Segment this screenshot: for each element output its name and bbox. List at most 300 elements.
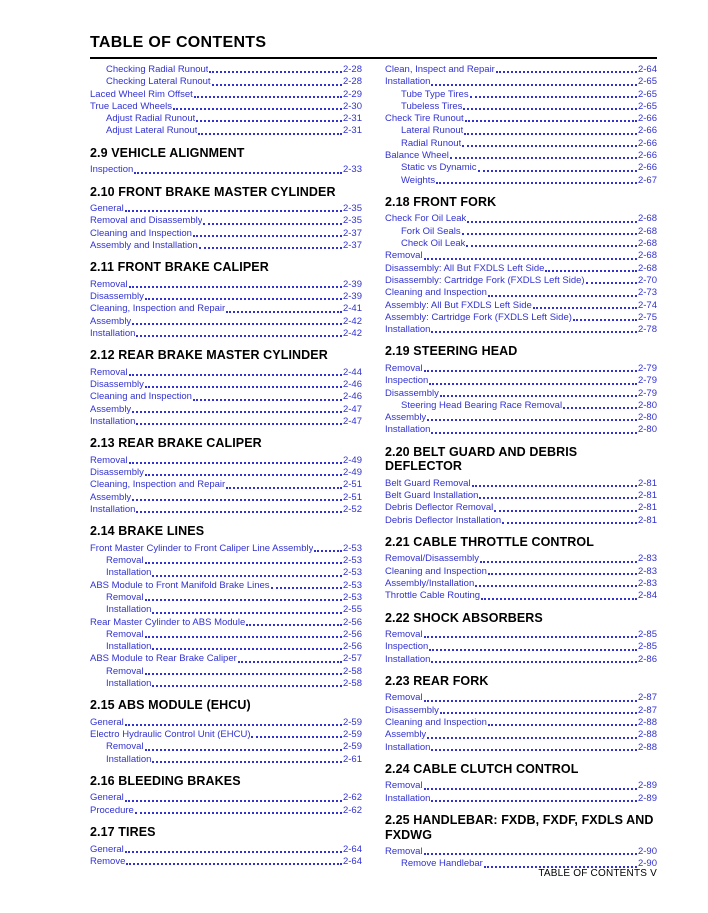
toc-entry-page: 2-89 xyxy=(637,792,657,804)
toc-entry-page: 2-81 xyxy=(637,490,657,502)
leader-dots xyxy=(424,853,637,855)
toc-entry-page: 2-28 xyxy=(342,76,362,88)
leader-dots xyxy=(125,724,342,726)
leader-dots xyxy=(481,598,637,600)
leader-dots xyxy=(226,311,342,313)
toc-entry[interactable] xyxy=(385,275,657,287)
toc-entry[interactable] xyxy=(90,303,362,315)
toc-entry[interactable] xyxy=(385,125,657,137)
toc-entry-label: Installation xyxy=(90,415,136,427)
toc-entry-label: Removal xyxy=(90,366,128,378)
toc-entry[interactable] xyxy=(90,279,362,291)
toc-entry[interactable] xyxy=(90,543,362,555)
toc-entry[interactable] xyxy=(90,641,362,653)
toc-entry-label: Steering Head Bearing Race Removal xyxy=(401,399,563,411)
toc-entry[interactable] xyxy=(385,590,657,602)
toc-entry[interactable] xyxy=(90,316,362,328)
toc-entry-page: 2-41 xyxy=(342,303,362,315)
leader-dots xyxy=(424,788,637,790)
toc-entry-page: 2-68 xyxy=(637,213,657,225)
toc-entry-label: Cleaning and Inspection xyxy=(385,287,487,299)
toc-entry-page: 2-47 xyxy=(342,403,362,415)
toc-entry-label: Cleaning and Inspection xyxy=(385,565,487,577)
toc-entry-page: 2-88 xyxy=(637,729,657,741)
toc-entry-label: Installation xyxy=(90,503,136,515)
toc-entry-page: 2-53 xyxy=(342,567,362,579)
toc-entry[interactable] xyxy=(385,64,657,76)
leader-dots xyxy=(203,223,342,225)
toc-entry[interactable] xyxy=(385,150,657,162)
toc-entry-page: 2-65 xyxy=(637,76,657,88)
leader-dots xyxy=(125,210,342,212)
toc-entry[interactable] xyxy=(385,717,657,729)
toc-entry-label: Removal xyxy=(385,692,423,704)
toc-entry-label: Check Oil Leak xyxy=(401,238,466,250)
toc-entry-label: Assembly xyxy=(90,315,132,327)
toc-entry[interactable] xyxy=(385,553,657,565)
toc-entry[interactable] xyxy=(385,793,657,805)
toc-entry-label: Removal/Disassembly xyxy=(385,553,479,565)
toc-entry[interactable] xyxy=(385,213,657,225)
leader-dots xyxy=(431,331,637,333)
toc-section xyxy=(90,524,362,690)
section-heading: 2.14 BRAKE LINES xyxy=(90,524,205,539)
toc-entry[interactable] xyxy=(90,844,362,856)
toc-entry-page: 2-53 xyxy=(342,555,362,567)
leader-dots xyxy=(145,673,342,675)
leader-dots xyxy=(479,497,637,499)
toc-entry-label: General xyxy=(90,843,124,855)
toc-entry-page: 2-75 xyxy=(637,311,657,323)
section-heading: 2.22 SHOCK ABSORBERS xyxy=(385,610,543,625)
leader-dots xyxy=(502,522,637,524)
toc-entry[interactable] xyxy=(385,263,657,275)
toc-entry-label: Assembly: All But FXDLS Left Side xyxy=(385,299,532,311)
toc-entry-label: Disassembly xyxy=(385,387,439,399)
toc-section xyxy=(90,64,362,138)
toc-entry[interactable] xyxy=(90,240,362,252)
toc-entry[interactable] xyxy=(90,492,362,504)
toc-section xyxy=(90,348,362,428)
toc-entry-label: Installation xyxy=(385,741,431,753)
leader-dots xyxy=(470,96,637,98)
toc-entry[interactable] xyxy=(385,578,657,590)
leader-dots xyxy=(145,749,342,751)
toc-entry[interactable] xyxy=(385,424,657,436)
toc-entry-page: 2-65 xyxy=(637,100,657,112)
toc-entry[interactable] xyxy=(385,629,657,641)
leader-dots xyxy=(462,233,637,235)
toc-entry[interactable] xyxy=(90,215,362,227)
toc-entry[interactable] xyxy=(90,592,362,604)
leader-dots xyxy=(132,323,342,325)
toc-section xyxy=(90,146,362,177)
leader-dots xyxy=(152,648,342,650)
toc-entry[interactable] xyxy=(385,76,657,88)
toc-entry-label: General xyxy=(90,792,124,804)
toc-entry-label: Assembly xyxy=(385,729,427,741)
leader-dots xyxy=(209,71,342,73)
toc-entry-page: 2-52 xyxy=(342,503,362,515)
leader-dots xyxy=(194,96,342,98)
toc-entry[interactable] xyxy=(90,391,362,403)
toc-entry-label: Disassembly xyxy=(90,291,144,303)
toc-entry[interactable] xyxy=(385,502,657,514)
section-heading: 2.21 CABLE THROTTLE CONTROL xyxy=(385,534,594,549)
section-heading: 2.17 TIRES xyxy=(90,825,156,840)
leader-dots xyxy=(427,419,637,421)
toc-entry[interactable] xyxy=(385,363,657,375)
leader-dots xyxy=(271,587,342,589)
toc-entry-page: 2-37 xyxy=(342,227,362,239)
toc-entry-label: Assembly xyxy=(90,491,132,503)
toc-entry-label: Balance Wheel xyxy=(385,150,449,162)
toc-entry-label: Assembly xyxy=(90,403,132,415)
toc-column-left xyxy=(90,64,362,871)
leader-dots xyxy=(545,270,637,272)
section-heading: 2.18 FRONT FORK xyxy=(385,194,497,209)
leader-dots xyxy=(475,585,637,587)
toc-entry[interactable] xyxy=(385,742,657,754)
toc-entry-label: Installation xyxy=(106,641,152,653)
toc-entry[interactable] xyxy=(90,455,362,467)
leader-dots xyxy=(135,812,342,814)
toc-entry[interactable] xyxy=(385,101,657,113)
toc-entry-page: 2-84 xyxy=(637,590,657,602)
leader-dots xyxy=(429,649,637,651)
toc-entry-page: 2-80 xyxy=(637,399,657,411)
toc-entry-label: Installation xyxy=(385,792,431,804)
toc-entry-page: 2-79 xyxy=(637,375,657,387)
leader-dots xyxy=(467,221,637,223)
toc-entry[interactable] xyxy=(90,228,362,240)
leader-dots xyxy=(462,145,637,147)
toc-entry[interactable] xyxy=(385,515,657,527)
toc-entry[interactable] xyxy=(385,138,657,150)
toc-entry-label: Removal xyxy=(385,846,423,858)
toc-entry[interactable] xyxy=(385,729,657,741)
toc-entry-page: 2-65 xyxy=(637,88,657,100)
toc-entry-page: 2-80 xyxy=(637,412,657,424)
toc-entry-label: Procedure xyxy=(90,804,134,816)
toc-entry-label: Clean, Inspect and Repair xyxy=(385,64,495,75)
toc-entry-label: Removal xyxy=(106,628,144,640)
leader-dots xyxy=(145,562,342,564)
toc-entry-label: Disassembly: Cartridge Fork (FXDLS Left Side) xyxy=(385,274,585,286)
toc-entry-label: ABS Module to Rear Brake Caliper xyxy=(90,653,237,665)
page-title: TABLE OF CONTENTS xyxy=(90,34,267,51)
toc-entry-label: Cleaning, Inspection and Repair xyxy=(90,303,226,315)
leader-dots xyxy=(129,374,342,376)
section-heading: 2.13 REAR BRAKE CALIPER xyxy=(90,436,262,451)
toc-entry[interactable] xyxy=(385,400,657,412)
toc-entry-label: Fork Oil Seals xyxy=(401,225,461,237)
toc-entry[interactable] xyxy=(385,312,657,324)
toc-entry-label: Removal xyxy=(106,741,144,753)
leader-dots xyxy=(173,108,342,110)
toc-entry[interactable] xyxy=(90,404,362,416)
toc-entry[interactable] xyxy=(90,328,362,340)
toc-entry-label: Adjust Radial Runout xyxy=(106,113,196,125)
toc-entry[interactable] xyxy=(90,604,362,616)
toc-entry[interactable] xyxy=(90,76,362,88)
toc-entry[interactable] xyxy=(90,666,362,678)
leader-dots xyxy=(440,712,637,714)
toc-entry-page: 2-74 xyxy=(637,299,657,311)
toc-entry[interactable] xyxy=(385,250,657,262)
leader-dots xyxy=(494,510,637,512)
toc-section xyxy=(385,813,657,871)
toc-entry[interactable] xyxy=(385,566,657,578)
toc-entry-label: Adjust Lateral Runout xyxy=(106,125,198,137)
toc-entry-page: 2-31 xyxy=(342,113,362,125)
toc-entry-label: Cleaning and Inspection xyxy=(90,391,192,403)
toc-entry-page: 2-68 xyxy=(637,225,657,237)
toc-entry[interactable] xyxy=(385,692,657,704)
toc-entry-page: 2-66 xyxy=(637,113,657,125)
toc-entry-page: 2-81 xyxy=(637,502,657,514)
toc-entry-page: 2-39 xyxy=(342,278,362,290)
section-heading: 2.19 STEERING HEAD xyxy=(385,344,518,359)
toc-entry-label: Belt Guard Removal xyxy=(385,477,471,489)
toc-entry-page: 2-64 xyxy=(342,855,362,867)
toc-entry-page: 2-56 xyxy=(342,641,362,653)
toc-entry[interactable] xyxy=(90,467,362,479)
leader-dots xyxy=(145,474,342,476)
toc-entry-page: 2-35 xyxy=(342,203,362,215)
toc-entry-label: Belt Guard Installation xyxy=(385,490,479,502)
toc-entry-page: 2-39 xyxy=(342,291,362,303)
toc-entry-label: Laced Wheel Rim Offset xyxy=(90,88,193,100)
toc-entry[interactable] xyxy=(385,287,657,299)
toc-entry-page: 2-81 xyxy=(637,477,657,489)
toc-entry-page: 2-44 xyxy=(342,366,362,378)
toc-entry-page: 2-42 xyxy=(342,327,362,339)
toc-entry-page: 2-64 xyxy=(637,64,657,75)
toc-entry-page: 2-83 xyxy=(637,578,657,589)
leader-dots xyxy=(563,407,637,409)
toc-entry-page: 2-35 xyxy=(342,215,362,227)
toc-entry-page: 2-68 xyxy=(637,262,657,274)
toc-entry-page: 2-61 xyxy=(342,753,362,765)
toc-entry-label: Installation xyxy=(90,327,136,339)
toc-entry[interactable] xyxy=(90,678,362,690)
toc-entry[interactable] xyxy=(90,729,362,741)
toc-entry-label: Inspection xyxy=(385,375,429,387)
toc-entry[interactable] xyxy=(385,780,657,792)
toc-entry[interactable] xyxy=(90,856,362,868)
toc-entry[interactable] xyxy=(90,754,362,766)
leader-dots xyxy=(586,282,637,284)
toc-entry-page: 2-83 xyxy=(637,553,657,565)
toc-entry[interactable] xyxy=(385,113,657,125)
toc-entry[interactable] xyxy=(385,89,657,101)
toc-entry-page: 2-89 xyxy=(637,780,657,792)
leader-dots xyxy=(464,133,637,135)
toc-entry[interactable] xyxy=(385,412,657,424)
toc-entry-label: Tube Type Tires xyxy=(401,88,469,100)
leader-dots xyxy=(145,386,342,388)
leader-dots xyxy=(424,258,637,260)
toc-entry[interactable] xyxy=(385,226,657,238)
toc-entry-label: Debris Deflector Installation xyxy=(385,514,502,526)
toc-entry-label: Removal xyxy=(106,555,144,567)
leader-dots xyxy=(431,84,637,86)
toc-entry[interactable] xyxy=(90,805,362,817)
toc-entry[interactable] xyxy=(385,238,657,250)
toc-entry[interactable] xyxy=(90,203,362,215)
toc-entry[interactable] xyxy=(90,653,362,665)
toc-section xyxy=(385,535,657,603)
leader-dots xyxy=(488,573,637,575)
leader-dots xyxy=(125,800,342,802)
leader-dots xyxy=(431,661,637,663)
leader-dots xyxy=(573,319,637,321)
toc-section xyxy=(385,674,657,754)
toc-entry[interactable] xyxy=(385,641,657,653)
toc-entry[interactable] xyxy=(90,101,362,113)
toc-entry[interactable] xyxy=(90,717,362,729)
toc-entry-page: 2-88 xyxy=(637,741,657,753)
toc-entry[interactable] xyxy=(90,113,362,125)
toc-entry[interactable] xyxy=(90,555,362,567)
toc-entry-label: Weights xyxy=(401,174,436,186)
toc-entry-label: Installation xyxy=(106,677,152,689)
toc-entry[interactable] xyxy=(385,478,657,490)
toc-entry-page: 2-59 xyxy=(342,716,362,728)
toc-entry-page: 2-57 xyxy=(342,653,362,665)
leader-dots xyxy=(466,245,637,247)
toc-entry[interactable] xyxy=(90,164,362,176)
toc-entry-label: Removal xyxy=(90,454,128,466)
toc-entry[interactable] xyxy=(90,617,362,629)
toc-entry-page: 2-90 xyxy=(637,846,657,858)
section-heading: 2.16 BLEEDING BRAKES xyxy=(90,773,241,788)
toc-entry[interactable] xyxy=(385,175,657,187)
toc-entry-page: 2-62 xyxy=(342,792,362,804)
toc-entry[interactable] xyxy=(90,792,362,804)
toc-entry[interactable] xyxy=(385,846,657,858)
toc-entry-label: Installation xyxy=(385,324,431,336)
toc-entry-page: 2-59 xyxy=(342,741,362,753)
toc-entry-page: 2-56 xyxy=(342,628,362,640)
toc-entry-label: Installation xyxy=(385,424,431,436)
leader-dots xyxy=(145,636,342,638)
section-heading: 2.20 BELT GUARD AND DEBRIS DEFLECTOR xyxy=(385,444,578,474)
leader-dots xyxy=(251,736,342,738)
toc-entry[interactable] xyxy=(385,490,657,502)
toc-entry-page: 2-87 xyxy=(637,704,657,716)
toc-entry[interactable] xyxy=(90,629,362,641)
toc-entry-page: 2-79 xyxy=(637,387,657,399)
toc-entry[interactable] xyxy=(90,416,362,428)
toc-entry-page: 2-49 xyxy=(342,454,362,466)
toc-entry-label: General xyxy=(90,716,124,728)
toc-section xyxy=(385,762,657,805)
toc-entry[interactable] xyxy=(90,741,362,753)
toc-section xyxy=(90,774,362,817)
toc-entry[interactable] xyxy=(90,504,362,516)
toc-entry[interactable] xyxy=(90,291,362,303)
toc-entry-label: General xyxy=(90,203,124,215)
toc-entry[interactable] xyxy=(90,379,362,391)
toc-entry-label: Static vs Dynamic xyxy=(401,162,477,174)
toc-entry-page: 2-51 xyxy=(342,491,362,503)
toc-entry-label: Disassembly xyxy=(90,379,144,391)
toc-entry-page: 2-55 xyxy=(342,604,362,616)
toc-entry-label: True Laced Wheels xyxy=(90,100,173,112)
toc-columns xyxy=(90,64,657,871)
toc-entry-label: Inspection xyxy=(90,164,134,176)
leader-dots xyxy=(238,661,342,663)
leader-dots xyxy=(198,133,342,135)
toc-entry[interactable] xyxy=(385,300,657,312)
toc-entry[interactable] xyxy=(385,388,657,400)
toc-entry-label: Electro Hydraulic Control Unit (EHCU) xyxy=(90,729,251,741)
toc-entry-label: Removal xyxy=(385,629,423,641)
toc-entry[interactable] xyxy=(385,375,657,387)
toc-entry-page: 2-53 xyxy=(342,591,362,603)
toc-entry-page: 2-58 xyxy=(342,677,362,689)
toc-entry-page: 2-66 xyxy=(637,162,657,174)
toc-entry[interactable] xyxy=(90,89,362,101)
toc-entry-label: Installation xyxy=(106,753,152,765)
leader-dots xyxy=(424,700,637,702)
leader-dots xyxy=(463,108,637,110)
toc-section xyxy=(90,698,362,766)
section-heading: 2.23 REAR FORK xyxy=(385,673,489,688)
toc-entry-page: 2-87 xyxy=(637,692,657,704)
toc-entry[interactable] xyxy=(90,567,362,579)
leader-dots xyxy=(134,172,342,174)
toc-entry-page: 2-78 xyxy=(637,324,657,336)
section-heading: 2.10 FRONT BRAKE MASTER CYLINDER xyxy=(90,184,336,199)
toc-entry-page: 2-68 xyxy=(637,238,657,250)
toc-entry[interactable] xyxy=(90,64,362,76)
toc-entry-page: 2-29 xyxy=(342,88,362,100)
toc-entry-page: 2-70 xyxy=(637,274,657,286)
toc-entry[interactable] xyxy=(90,580,362,592)
toc-entry[interactable] xyxy=(385,162,657,174)
leader-dots xyxy=(431,749,637,751)
toc-entry-label: Installation xyxy=(385,76,431,88)
toc-entry-label: ABS Module to Front Manifold Brake Lines xyxy=(90,579,270,591)
toc-section xyxy=(90,825,362,868)
page-footer: TABLE OF CONTENTS V xyxy=(538,868,657,879)
toc-entry-label: Throttle Cable Routing xyxy=(385,590,481,602)
toc-entry[interactable] xyxy=(385,654,657,666)
leader-dots xyxy=(212,84,342,86)
toc-entry[interactable] xyxy=(385,324,657,336)
toc-entry-label: Check Tire Runout xyxy=(385,113,464,125)
toc-entry-page: 2-62 xyxy=(342,804,362,816)
leader-dots xyxy=(152,761,342,763)
leader-dots xyxy=(431,432,637,434)
leader-dots xyxy=(424,636,637,638)
toc-entry[interactable] xyxy=(90,125,362,137)
toc-entry[interactable] xyxy=(90,367,362,379)
toc-entry[interactable] xyxy=(385,705,657,717)
toc-entry[interactable] xyxy=(90,479,362,491)
toc-entry-page: 2-49 xyxy=(342,467,362,479)
toc-entry-label: Cleaning, Inspection and Repair xyxy=(90,479,226,491)
toc-section xyxy=(385,611,657,666)
title-rule xyxy=(90,57,657,59)
leader-dots xyxy=(132,499,342,501)
leader-dots xyxy=(125,851,342,853)
toc-entry-page: 2-86 xyxy=(637,653,657,665)
toc-entry-page: 2-28 xyxy=(342,64,362,75)
